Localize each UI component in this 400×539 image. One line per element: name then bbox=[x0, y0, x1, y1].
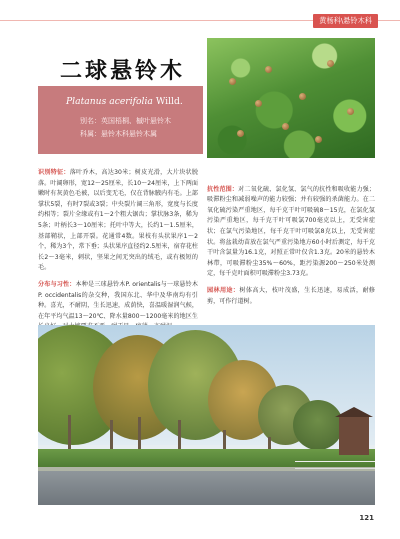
left-text-column bbox=[38, 168, 198, 333]
landscape-paragraph bbox=[207, 286, 375, 307]
landscape-text: 树体高大，枝叶茂盛，生长迅速，易成活，耐修剪，可作行道树。 bbox=[207, 286, 376, 305]
distribution-label: 分布与习性： bbox=[38, 280, 76, 288]
resistance-label: 抗性范围： bbox=[207, 185, 239, 193]
resistance-paragraph bbox=[207, 185, 375, 280]
features-text: 落叶乔木，高达30米；树皮光滑，大片块状脱落。叶阔卵形，宽12～25厘米，长10～24厘米，上下两面嫩时有灰黄色毛被，以后变无毛，仅在背脉腋内有毛。上部掌状5裂，有时7裂或3裂；中央裂片阔三角形，宽度与长度约相等；裂片全缘或有1～2个粗大锯齿；掌状脉3条，稀为5条；叶柄长3～10厘米；托叶中等大，长约1～1.5厘米，基部鞘状，上部开裂。花通常4数。果枝有头状果序1～2个，稀为3个，常下垂；头状果序直径约2.5厘米，宿存花柱长2～3毫米，刺状，坚果之间无突出的绒毛，或有极短的毛。 bbox=[38, 169, 198, 272]
family: 科属：悬铃木科悬铃木属 bbox=[80, 130, 157, 138]
latin-author: Willd. bbox=[155, 96, 183, 107]
aliases: 别名：英国梧桐、槭叶悬铃木 bbox=[80, 117, 171, 125]
avenue-trees-photo bbox=[38, 325, 375, 505]
species-info-box bbox=[38, 86, 203, 154]
right-text-column bbox=[207, 168, 375, 307]
distribution-text: 本种是三球悬铃木P. orientalis与一球悬铃木P. occidentalis的杂交种，我国东北、华中及华南均有引种。喜光，不耐阴，生长迅速，成荫快，喜温暖湿润气候，在年平均气温13～20℃、降水量800～1200毫米的地区生 bbox=[38, 280, 199, 320]
chapter-tag bbox=[313, 14, 378, 28]
latin-name-line bbox=[66, 96, 183, 107]
leaves-fruit-photo bbox=[207, 38, 375, 158]
features-paragraph bbox=[38, 168, 198, 274]
landscape-label: 园林用途： bbox=[207, 286, 240, 294]
resistance-text: 对二氧化硫、氯化氢、氯气的抗性和吸收能力强；吸滞粉尘和减弱噪声的能力较强；并有较强的杀菌能力。在二氧化硫污染严重地区，每千克干叶可吸硫8～15克，在氯化氢污染严重地区，每千克干叶可吸氯700毫克以上，无受害症状；在氯气污染地区，每千克干叶可吸氯8克以上，无受害症状。将盆栽幼苗放在氯气严重污染地方60小时后测定，每千克干叶含氯量为16.1克，对照正常叶仅含1.3克。20米的悬铃木林带，可吸滞粉尘35%～60%，距污染源200～250米处测定，每千克叶面积可吸滞粉尘3.73克。 bbox=[207, 185, 376, 278]
chapter-tag-text: 黄杨科\悬铃木科 bbox=[319, 16, 372, 25]
features-label: 识别特征： bbox=[38, 169, 70, 176]
species-title: 二球悬铃木 bbox=[60, 58, 186, 84]
latin-name: Platanus acerifolia bbox=[66, 96, 153, 107]
page-number: 121 bbox=[359, 514, 374, 522]
